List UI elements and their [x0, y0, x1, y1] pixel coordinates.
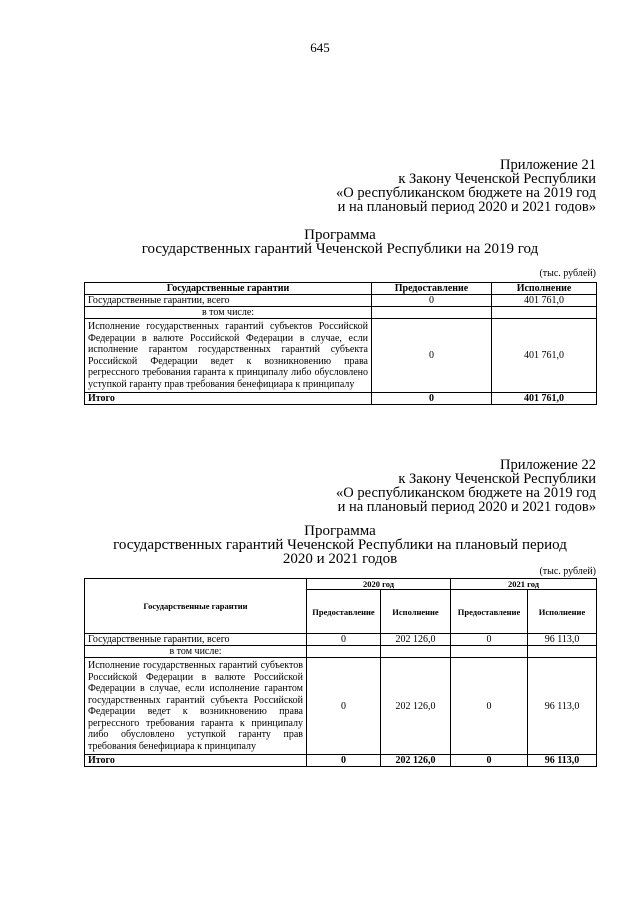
- appendix-21-line3: «О республиканском бюджете на 2019 год: [336, 185, 596, 201]
- appendix-22-line2: к Закону Чеченской Республики: [398, 471, 596, 487]
- header-execution-2020: Исполнение: [381, 590, 451, 634]
- appendix-21-line2: к Закону Чеченской Республики: [398, 171, 596, 187]
- total-execution: 401 761,0: [492, 393, 597, 405]
- total-execution-2020: 202 126,0: [381, 755, 451, 767]
- table-row: [85, 319, 597, 393]
- table-header-row: [85, 283, 597, 295]
- table-row: [85, 658, 597, 755]
- row-execution: 401 761,0: [492, 295, 597, 307]
- total-label: Итого: [85, 755, 307, 767]
- row-provision-2021: 0: [451, 658, 528, 755]
- header-provision: Предоставление: [372, 283, 492, 295]
- appendix-21-heading: [336, 158, 596, 214]
- appendix-22-heading: [336, 458, 596, 514]
- header-guarantees: Государственные гарантии: [85, 283, 372, 295]
- total-row: [85, 393, 597, 405]
- program-2-title-line1: Программа: [304, 523, 376, 539]
- total-provision-2020: 0: [307, 755, 381, 767]
- total-execution-2021: 96 113,0: [528, 755, 597, 767]
- row-provision-2020: 0: [307, 658, 381, 755]
- total-provision-2021: 0: [451, 755, 528, 767]
- program-1-units: (тыс. рублей): [539, 268, 596, 279]
- row-provision-2021: 0: [451, 634, 528, 646]
- row-provision: 0: [372, 295, 492, 307]
- page-number: 645: [310, 40, 330, 55]
- program-2-title: [60, 524, 620, 566]
- row-label: Государственные гарантии, всего: [85, 634, 307, 646]
- table-row: [85, 295, 597, 307]
- table-header-row: [85, 579, 597, 590]
- row-label: в том числе:: [85, 646, 307, 658]
- appendix-21-line1: Приложение 21: [500, 157, 596, 173]
- table-row: [85, 646, 597, 658]
- appendix-22-line1: Приложение 22: [500, 457, 596, 473]
- total-label: Итого: [85, 393, 372, 405]
- row-label: Государственные гарантии, всего: [85, 295, 372, 307]
- row-label: Исполнение государственных гарантий субъектов Российской Федерации в валюте Российской Федерации в случае, если исполнение гарантом государственных гарантий субъекта Российской Федерации ведет к возникновению права регрессного требования гаранта к принципалу либо обусловлено уступкой гаранту прав требования бенефициара к принципалу: [85, 658, 307, 755]
- total-row: [85, 755, 597, 767]
- row-label: Исполнение государственных гарантий субъектов Российской Федерации в валюте Российской Федерации в случае, если исполнение гарантом государственных гарантий субъекта Российской Федерации ведет к возникновению права регрессного требования гаранта к принципалу либо обусловлено уступкой гаранту прав требования бенефициара к принципалу: [85, 319, 372, 393]
- header-execution-2021: Исполнение: [528, 590, 597, 634]
- row-provision-2020: 0: [307, 634, 381, 646]
- total-provision: 0: [372, 393, 492, 405]
- header-provision-2020: Предоставление: [307, 590, 381, 634]
- appendix-21-line4: и на плановый период 2020 и 2021 годов»: [337, 199, 596, 215]
- header-year-2020: 2020 год: [307, 579, 451, 590]
- program-1-table: [84, 282, 597, 405]
- row-execution-2020: 202 126,0: [381, 634, 451, 646]
- row-execution: 401 761,0: [492, 319, 597, 393]
- row-execution-2021: 96 113,0: [528, 634, 597, 646]
- header-provision-2021: Предоставление: [451, 590, 528, 634]
- header-execution: Исполнение: [492, 283, 597, 295]
- program-1-title-line2: государственных гарантий Чеченской Республики на 2019 год: [141, 241, 539, 257]
- header-guarantees: Государственные гарантии: [85, 579, 307, 634]
- table-row: [85, 634, 597, 646]
- program-2-units: (тыс. рублей): [539, 566, 596, 577]
- program-2-title-line3: 2020 и 2021 годов: [282, 551, 398, 567]
- program-2-table: [84, 578, 597, 767]
- header-year-2021: 2021 год: [451, 579, 597, 590]
- row-provision: 0: [372, 319, 492, 393]
- row-label: в том числе:: [85, 307, 372, 319]
- row-execution-2021: 96 113,0: [528, 658, 597, 755]
- program-2-title-line2: государственных гарантий Чеченской Республики на плановый период: [113, 537, 567, 553]
- row-execution-2020: 202 126,0: [381, 658, 451, 755]
- table-row: [85, 307, 597, 319]
- appendix-22-line4: и на плановый период 2020 и 2021 годов»: [337, 499, 596, 515]
- program-1-title-line1: Программа: [304, 227, 376, 243]
- appendix-22-line3: «О республиканском бюджете на 2019 год: [336, 485, 596, 501]
- program-1-title: [60, 228, 620, 256]
